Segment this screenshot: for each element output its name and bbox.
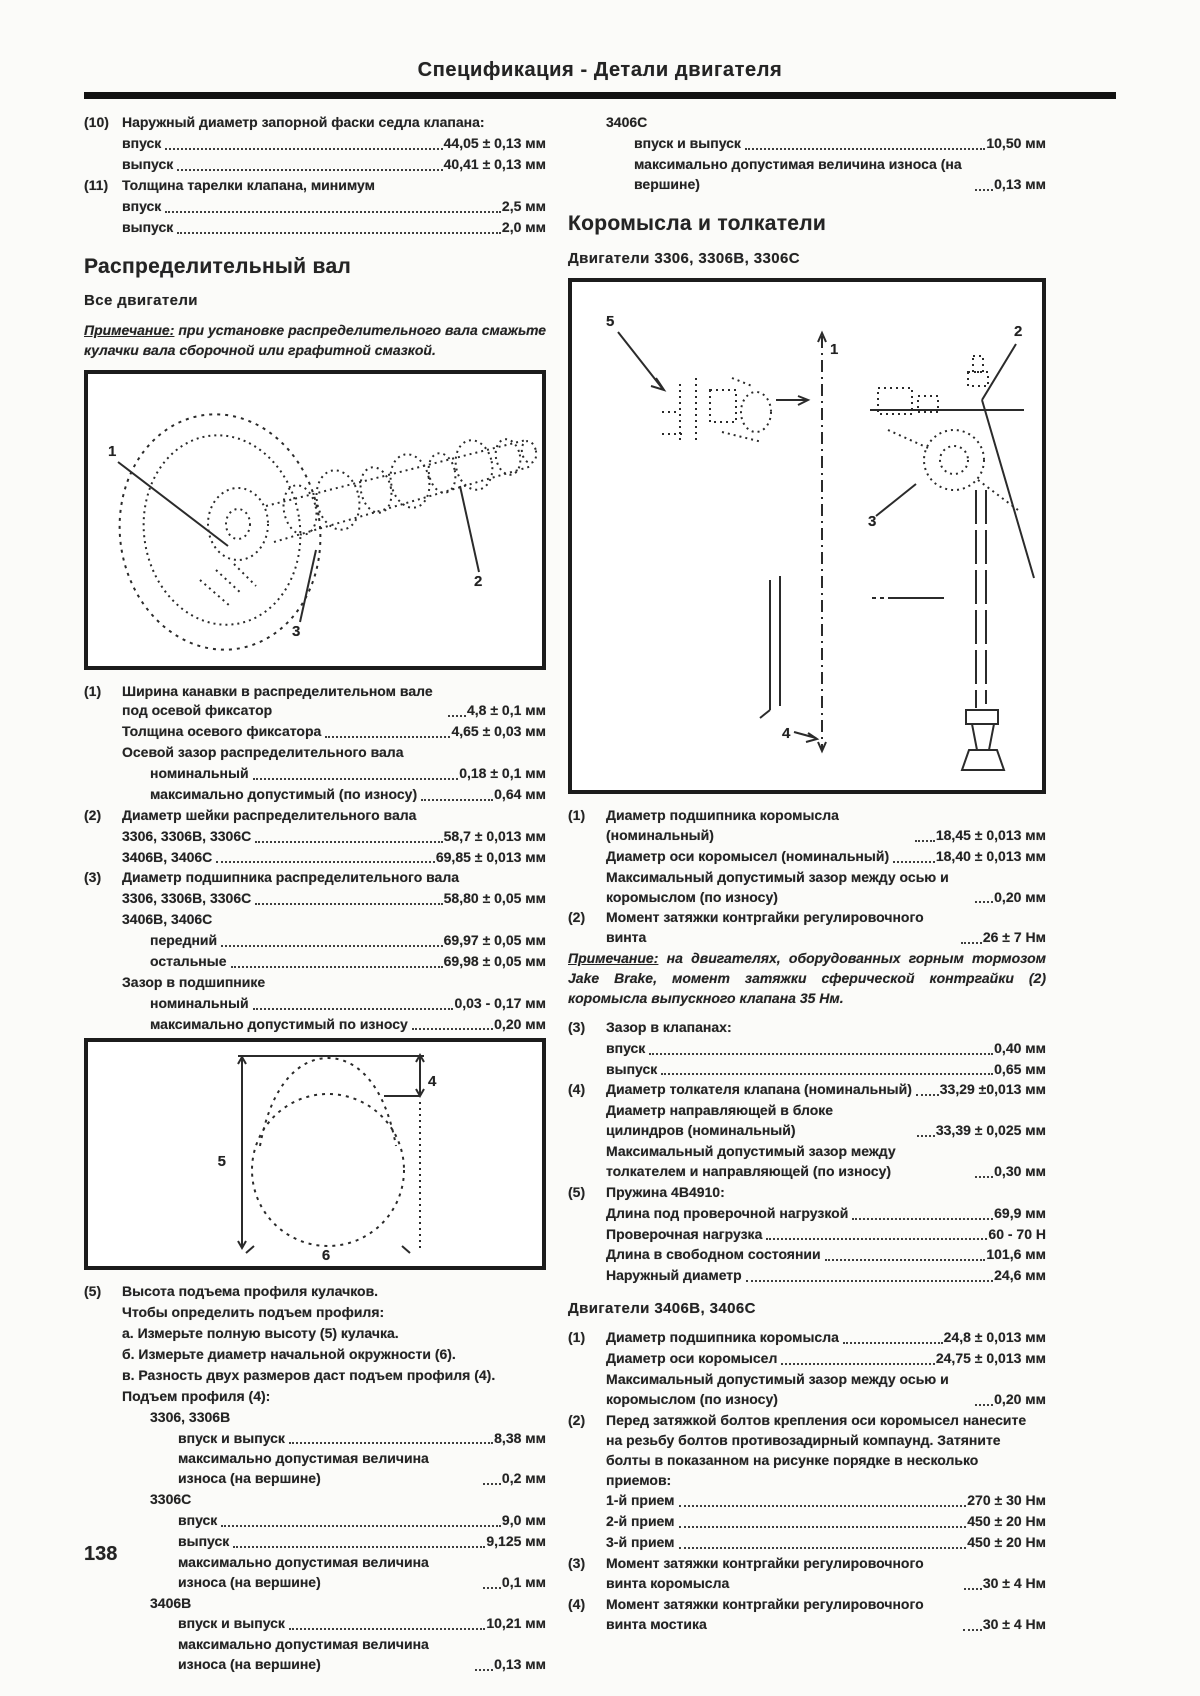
spec-index: (1) [84, 682, 102, 699]
spec-row [568, 847, 1046, 867]
note-text: на двигателях, оборудованных горным тормозом Jake Brake, момент затяжки сферической контргайки (2) коромысла выпускного клапана 35 Нм. [568, 950, 1046, 1006]
spec-row [84, 973, 546, 993]
spec-index: (3) [84, 869, 102, 886]
spec-value: 24,75 ± 0,013 мм [935, 1350, 1046, 1367]
spec-row [84, 1366, 546, 1386]
camshaft-section-heading: Распределительный вал [84, 254, 352, 278]
spec-index: (3) [568, 1018, 586, 1035]
spec-label: 3306C [150, 1491, 192, 1508]
spec-row [84, 1345, 546, 1365]
spec-row [568, 1018, 1046, 1038]
spec-value: 69,98 ± 0,05 мм [443, 952, 546, 969]
spec-row [84, 1635, 546, 1675]
spec-value: 0,20 мм [494, 1015, 546, 1032]
dot-leader [325, 736, 450, 738]
spec-label: 3406B, 3406C [122, 848, 213, 865]
spec-label: Диаметр подшипника коромысла [606, 1329, 839, 1346]
spec-value: 0,2 мм [501, 1470, 546, 1487]
note-text: при установке распределительного вала смажьте кулачки вала сборочной или графитной смазкой. [84, 321, 546, 358]
callout-2: 2 [474, 572, 483, 590]
spec-value: 101,6 мм [986, 1246, 1046, 1263]
dot-leader [975, 1404, 993, 1406]
spec-row [84, 1553, 546, 1593]
spec-value: 33,29 ±0,013 мм [939, 1081, 1046, 1098]
callout-3: 3 [868, 513, 877, 530]
rocker-arm-drawing [572, 282, 1042, 790]
callout-3: 3 [292, 622, 301, 640]
rocker-arm-figure [568, 278, 1046, 794]
spec-label: впуск и выпуск [178, 1615, 285, 1632]
spec-value: 24,8 ± 0,013 мм [943, 1329, 1046, 1346]
spec-label: Толщина осевого фиксатора [122, 723, 322, 740]
callout-5: 5 [606, 313, 615, 330]
dot-leader [233, 1546, 485, 1548]
dot-leader [961, 942, 982, 944]
dim-label-lift: 4 [428, 1073, 437, 1091]
spec-value: 270 ± 30 Нм [967, 1492, 1046, 1509]
spec-row [568, 1349, 1046, 1369]
spec-row [84, 1614, 546, 1634]
spec-row [568, 1370, 1046, 1410]
spec-label: Диаметр оси коромысел (номинальный) [606, 847, 890, 864]
spec-row [568, 1080, 1046, 1100]
spec-row [84, 994, 546, 1014]
spec-row [568, 134, 1046, 154]
spec-index: (3) [568, 1555, 586, 1572]
dim-label-base-circle: 6 [321, 1247, 331, 1265]
spec-value: 58,7 ± 0,013 мм [443, 827, 546, 844]
spec-row [84, 155, 546, 175]
page-header [0, 0, 1200, 99]
spec-label: 3306, 3306B, 3306C [122, 827, 252, 844]
spec-label: максимально допустимый (по износу) [150, 785, 418, 802]
spec-label: максимально допустимая величина износа (на вершине) [178, 1450, 429, 1487]
spec-value: 2,5 мм [501, 197, 546, 214]
spec-row [84, 197, 546, 217]
spec-label: Момент затяжки контргайки регулировочного винта [606, 909, 924, 946]
spec-label: Проверочная нагрузка [606, 1225, 763, 1242]
spec-row [84, 1449, 546, 1489]
spec-value: 18,40 ± 0,013 мм [935, 847, 1046, 864]
spec-label: Максимальный допустимый зазор между осью и коромыслом (по износу) [606, 1371, 949, 1408]
spec-label: номинальный [150, 765, 249, 781]
dot-leader [964, 1588, 982, 1590]
left-column [84, 113, 546, 1676]
spec-index: (1) [568, 807, 586, 823]
spec-label: 3406B [150, 1594, 192, 1611]
spec-row [84, 218, 546, 238]
spec-row [84, 1532, 546, 1552]
spec-label: 3406C [606, 114, 648, 131]
spec-index: (11) [84, 177, 109, 194]
dot-leader [253, 778, 459, 780]
spec-label: 1-й прием [606, 1492, 675, 1509]
dot-leader [412, 1028, 493, 1030]
spec-row [84, 1429, 546, 1449]
jake-brake-note [568, 949, 1046, 1009]
spec-label: впуск и выпуск [178, 1429, 285, 1446]
cam-lift-specs [84, 1282, 546, 1675]
spec-row [568, 113, 1046, 133]
spec-label: впуск [606, 1039, 646, 1056]
dot-leader [852, 1218, 993, 1220]
dot-leader [421, 799, 493, 801]
spec-label: впуск [122, 135, 162, 152]
spec-label: Чтобы определить подъем профиля: [122, 1304, 385, 1321]
dot-leader [843, 1342, 943, 1344]
dot-leader [893, 861, 935, 863]
spec-value: 0,03 - 0,17 мм [454, 994, 546, 1011]
spec-label: 2-й прием [606, 1513, 675, 1530]
spec-row [568, 1266, 1046, 1286]
callout-1: 1 [830, 341, 839, 358]
spec-row [568, 908, 1046, 948]
spec-row [84, 1511, 546, 1531]
spec-label: Высота подъема профиля кулачков. [122, 1283, 379, 1300]
spec-row [568, 155, 1046, 195]
camshaft-engines-subheading: Все двигатели [84, 292, 198, 310]
page-title: Спецификация - Детали двигателя [417, 59, 783, 81]
spec-row [84, 1015, 546, 1035]
spec-row [84, 1324, 546, 1344]
rocker-specs-3306 [568, 806, 1046, 948]
spec-value: 0,40 мм [994, 1039, 1046, 1056]
spec-value: 40,41 ± 0,13 мм [443, 156, 546, 173]
spec-row [568, 1060, 1046, 1080]
spec-label: Зазор в подшипнике [122, 973, 266, 990]
camshaft-callouts [108, 443, 482, 640]
camshaft-figure [84, 370, 546, 670]
spec-index: (2) [568, 909, 586, 926]
spec-label: выпуск [178, 1532, 230, 1549]
spec-row [84, 889, 546, 909]
rocker-engines-subheading: Двигатели 3306, 3306B, 3306C [568, 249, 800, 267]
spec-value: 30 ± 4 Нм [982, 1574, 1046, 1591]
spec-value: 450 ± 20 Нм [967, 1534, 1046, 1551]
spec-label: Диаметр направляющей в блоке цилиндров (номинальный) [606, 1102, 834, 1139]
dot-leader [915, 840, 935, 842]
spec-index: (2) [84, 806, 102, 823]
spec-value: 60 - 70 Н [988, 1225, 1046, 1242]
dot-leader [975, 901, 993, 903]
spec-row [568, 1491, 1046, 1511]
spec-value: 0,65 мм [994, 1060, 1046, 1077]
spec-index: (1) [568, 1329, 586, 1346]
spec-row [84, 931, 546, 951]
dot-leader [679, 1547, 967, 1549]
spec-label: Подъем профиля (4): [122, 1387, 271, 1404]
spec-index: (5) [568, 1183, 586, 1200]
spec-value: 10,21 мм [486, 1615, 546, 1632]
spec-value: 10,50 мм [986, 135, 1046, 152]
dot-leader [745, 148, 985, 150]
rocker-specs-3406 [568, 1328, 1046, 1634]
spec-row [84, 134, 546, 154]
spec-index: (10) [84, 114, 109, 131]
dot-leader [216, 861, 435, 863]
spec-row [84, 827, 546, 847]
camshaft-note [84, 321, 546, 361]
spec-value: 9,125 мм [486, 1532, 546, 1549]
rocker-shaft-mount [870, 356, 1024, 510]
spec-row [568, 1411, 1046, 1491]
spec-value: 4,65 ± 0,03 мм [451, 723, 546, 740]
callout-2: 2 [1014, 323, 1023, 340]
two-column-content [0, 113, 1200, 1676]
spec-value: 69,9 мм [994, 1204, 1046, 1221]
spec-value: 24,6 мм [994, 1267, 1046, 1284]
spec-label: Момент затяжки контргайки регулировочного винта мостика [606, 1595, 924, 1632]
spec-index: (4) [568, 1081, 586, 1098]
rocker-callouts [606, 313, 1034, 742]
spec-value: 33,39 ± 0,025 мм [935, 1122, 1046, 1139]
spec-value: 69,85 ± 0,013 мм [435, 848, 546, 865]
spec-label: впуск [122, 197, 162, 214]
dot-leader [177, 232, 501, 234]
spec-label: Пружина 4B4910: [606, 1183, 725, 1200]
spec-value: 18,45 ± 0,013 мм [935, 826, 1046, 843]
spec-row [84, 1594, 546, 1614]
spec-value: 30 ± 4 Нм [982, 1615, 1046, 1632]
spec-row [568, 1101, 1046, 1141]
dot-leader [289, 1442, 493, 1444]
spec-row [84, 785, 546, 805]
spec-row [84, 176, 546, 196]
spec-label: выпуск [122, 218, 174, 235]
spec-row [568, 806, 1046, 846]
spec-value: 0,18 ± 0,1 мм [459, 765, 546, 781]
callout-4: 4 [782, 725, 791, 742]
spec-value: 58,80 ± 0,05 мм [443, 890, 546, 907]
camshaft-gear [105, 401, 336, 663]
spec-row [568, 1554, 1046, 1594]
dot-leader [661, 1073, 993, 1075]
dot-leader [825, 1259, 986, 1261]
spec-label: Зазор в клапанах: [606, 1018, 732, 1035]
spec-label: Максимальный допустимый зазор между толкателем и направляющей (по износу) [606, 1143, 896, 1179]
dot-leader [916, 1094, 939, 1096]
spec-label: 3306, 3306B, 3306C [122, 890, 252, 907]
dot-leader [483, 1483, 501, 1485]
spec-label: Максимальный допустимый зазор между осью и коромыслом (по износу) [606, 868, 949, 905]
spec-label: 3406B, 3406C [122, 911, 213, 928]
spec-row [84, 910, 546, 930]
spec-value: 0,30 мм [994, 1162, 1046, 1179]
spec-label: Диаметр оси коромысел [606, 1350, 778, 1367]
spec-label: б. Измерьте диаметр начальной окружности (6). [122, 1346, 456, 1362]
spec-label: Длина в свободном состоянии [606, 1246, 821, 1263]
spec-row [84, 743, 546, 763]
camshaft-drawing [88, 374, 542, 666]
callout-1: 1 [108, 442, 117, 460]
spec-label: Наружный диаметр запорной фаски седла клапана: [122, 114, 485, 131]
spec-label: Перед затяжкой болтов крепления оси коромысел нанесите на резьбу болтов противозадирный компаунд. Затяните болты в показанном на рисунке порядке в несколько приемов: [606, 1411, 1027, 1488]
title-rule [84, 92, 1116, 99]
cam-profile-drawing [88, 1042, 542, 1266]
spec-row [568, 1225, 1046, 1245]
spec-row [568, 1183, 1046, 1203]
spec-value: 0,20 мм [994, 1391, 1046, 1408]
spec-value: 4,8 ± 0,1 мм [467, 702, 546, 719]
dot-leader [165, 211, 501, 213]
note-label: Примечание: [84, 321, 175, 338]
spec-value: 9,0 мм [501, 1512, 546, 1528]
spec-row [568, 1204, 1046, 1224]
spec-label: впуск и выпуск [634, 135, 741, 152]
dot-leader [781, 1363, 935, 1365]
dot-leader [177, 169, 442, 171]
pushrod [962, 490, 1004, 770]
cam-lift-specs-3406c [568, 113, 1046, 195]
spec-label: в. Разность двух размеров даст подъем профиля (4). [122, 1366, 496, 1383]
valve-seat-specs [84, 113, 546, 237]
spec-row [84, 1303, 546, 1323]
dot-leader [746, 1280, 993, 1282]
dot-leader [679, 1505, 967, 1507]
dot-leader [975, 189, 994, 191]
spec-label: 3-й прием [606, 1534, 675, 1551]
dimension-lines [760, 333, 944, 751]
spec-label: Диаметр подшипника коромысла (номинальный) [606, 807, 839, 843]
spec-label: Длина под проверочной нагрузкой [606, 1204, 849, 1221]
dot-leader [221, 945, 443, 947]
dot-leader [766, 1238, 987, 1240]
dot-leader [231, 966, 443, 968]
dot-leader [475, 1669, 493, 1671]
dot-leader [975, 1176, 993, 1178]
dot-leader [679, 1526, 967, 1528]
spec-value: 0,13 мм [994, 176, 1046, 193]
spec-row [84, 682, 546, 722]
dot-leader [289, 1628, 485, 1630]
dot-leader [255, 903, 442, 905]
spec-label: выпуск [122, 156, 174, 173]
cam-profile-figure [84, 1038, 546, 1270]
spec-label: впуск [178, 1512, 218, 1528]
spec-label: Ширина канавки в распределительном вале под осевой фиксатор [122, 682, 433, 719]
spec-index: (2) [568, 1411, 586, 1428]
spec-value: 450 ± 20 Нм [967, 1513, 1046, 1530]
spec-value: 44,05 ± 0,13 мм [443, 135, 546, 152]
dot-leader [483, 1587, 501, 1589]
spec-index: (5) [84, 1283, 102, 1300]
dot-leader [917, 1135, 935, 1137]
lifter-specs-3306 [568, 1018, 1046, 1286]
spec-row [84, 1387, 546, 1407]
dot-leader [165, 148, 442, 150]
spec-row [568, 1245, 1046, 1265]
spec-label: Диаметр шейки распределительного вала [122, 806, 417, 823]
spec-label: Толщина тарелки клапана, минимум [122, 177, 375, 194]
spec-label: а. Измерьте полную высоту (5) кулачка. [122, 1325, 399, 1342]
spec-label: максимально допустимая величина износа (на вершине) [178, 1636, 429, 1673]
spec-label: Диаметр подшипника распределительного вала [122, 869, 460, 886]
spec-row [568, 1512, 1046, 1532]
spec-row [568, 1595, 1046, 1635]
spec-row [84, 848, 546, 868]
spec-index: (4) [568, 1595, 586, 1612]
spec-value: 0,64 мм [494, 785, 546, 802]
spec-row [84, 113, 546, 133]
rocker-section-heading: Коромысла и толкатели [568, 211, 827, 235]
spec-value: 8,38 мм [494, 1429, 546, 1446]
spec-label: передний [150, 932, 218, 948]
spec-label: максимально допустимый по износу [150, 1015, 408, 1032]
dot-leader [448, 715, 466, 717]
spec-label: максимально допустимая величина износа (на вершине) [634, 156, 962, 193]
spec-value: 69,97 ± 0,05 мм [443, 932, 546, 948]
spec-label: Момент затяжки контргайки регулировочного винта коромысла [606, 1555, 924, 1591]
spec-row [568, 1142, 1046, 1182]
spec-row [568, 868, 1046, 908]
valve-assembly [662, 378, 771, 444]
spec-row [568, 1039, 1046, 1059]
spec-row [84, 1490, 546, 1510]
spec-row [568, 1533, 1046, 1553]
dot-leader [255, 841, 442, 843]
dot-leader [253, 1008, 454, 1010]
spec-label: максимально допустимая величина износа (на вершине) [178, 1553, 429, 1590]
spec-value: 0,13 мм [494, 1656, 546, 1673]
spec-value: 2,0 мм [501, 218, 546, 235]
spec-label: Осевой зазор распределительного вала [122, 744, 404, 761]
spec-value: 0,20 мм [994, 888, 1046, 905]
spec-row [84, 764, 546, 784]
dot-leader [963, 1629, 981, 1631]
spec-label: Наружный диаметр [606, 1267, 742, 1284]
right-column [568, 113, 1046, 1676]
dot-leader [221, 1525, 501, 1527]
spec-value: 0,1 мм [501, 1573, 546, 1590]
spec-row [84, 1408, 546, 1428]
dim-label-height: 5 [217, 1153, 226, 1171]
note-label: Примечание: [568, 950, 659, 967]
dot-leader [649, 1053, 993, 1055]
spec-row [84, 806, 546, 826]
spec-label: выпуск [606, 1060, 658, 1077]
cam-profile-shape [238, 1056, 424, 1246]
spec-row [568, 1328, 1046, 1348]
rocker-engines-subheading-3406: Двигатели 3406B, 3406C [568, 1300, 756, 1318]
spec-label: остальные [150, 952, 227, 969]
spec-label: 3306, 3306B [150, 1408, 231, 1425]
spec-row [84, 722, 546, 742]
spec-row [84, 1282, 546, 1302]
page-number: 138 [84, 1543, 118, 1565]
camshaft-shaft [266, 436, 538, 541]
camshaft-specs [84, 682, 546, 1035]
spec-label: Диаметр толкателя клапана (номинальный) [606, 1081, 912, 1098]
spec-value: 26 ± 7 Нм [982, 929, 1046, 946]
spec-row [84, 868, 546, 888]
spec-row [84, 952, 546, 972]
spec-label: номинальный [150, 994, 249, 1011]
